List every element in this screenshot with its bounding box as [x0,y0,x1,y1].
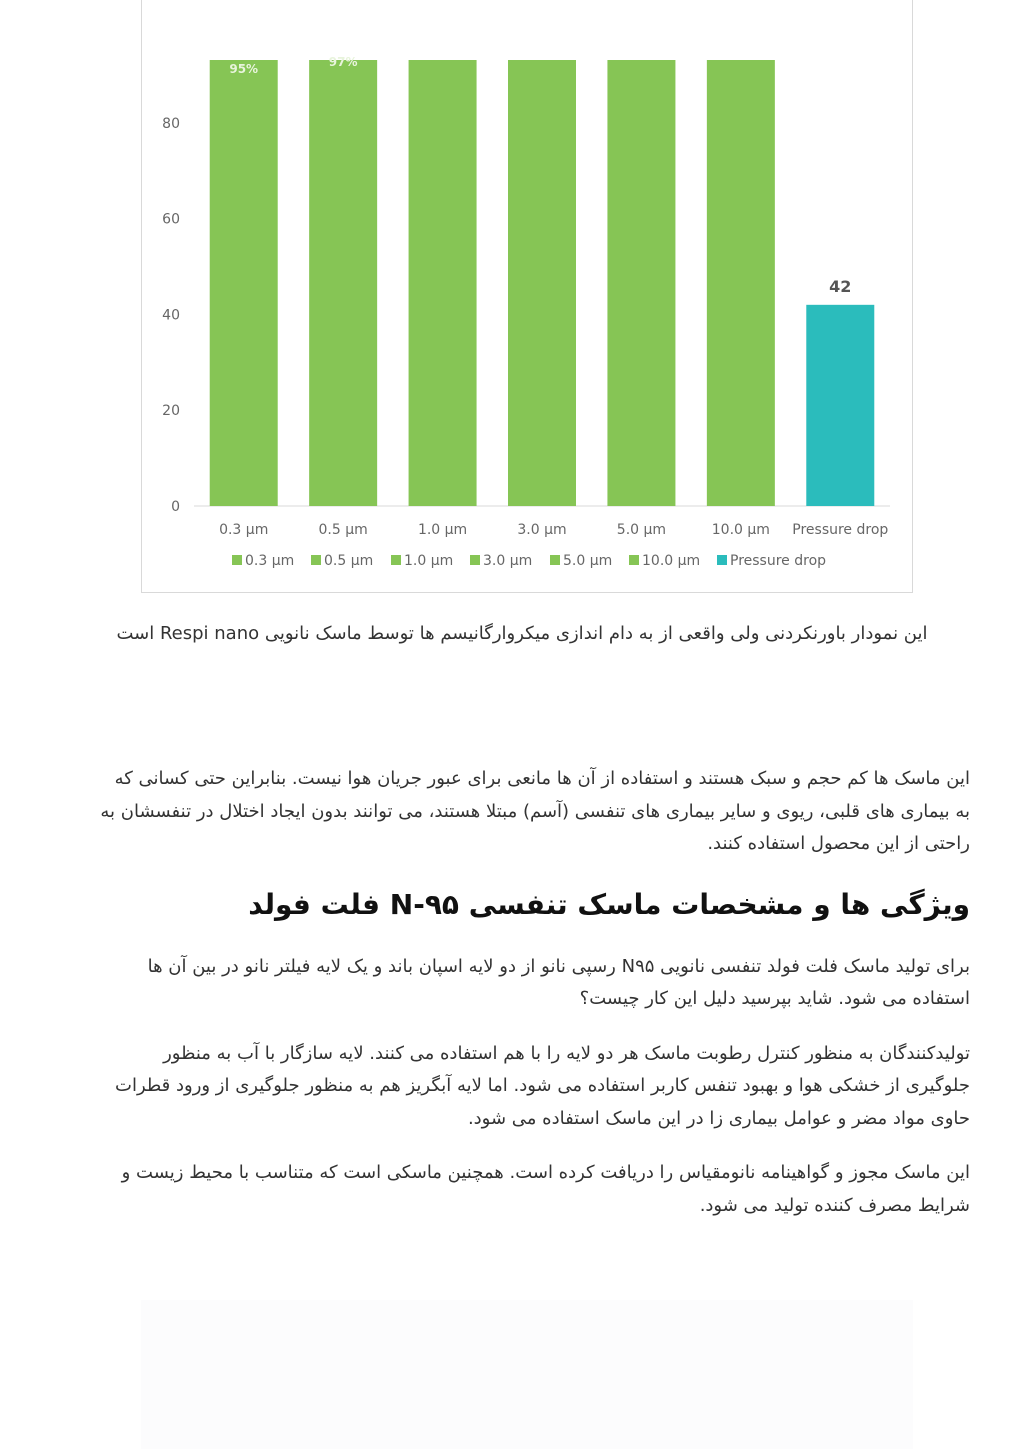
bar [508,60,576,506]
article-body [96,763,970,1244]
legend-label: 1.0 µm [404,553,454,569]
intro-paragraph: این ماسک ها کم حجم و سبک هستند و استفاده از آن ها مانعی برای عبور جریان هوا نیست. بنابراین حتی کسانی که به بیماری های قلبی، ریوی و سایر بیماری های تنفسی (آسم) مبتلا هستند، می توانند بدون ایجاد اختلال در تنفسشان به راحتی از این محصول استفاده کنند. [100,768,970,854]
bar-data-label: 42 [829,276,852,296]
legend-label: 10.0 µm [642,553,701,569]
bar [409,60,477,506]
section-heading: ویژگی ها و مشخصات ماسک تنفسی N-۹۵ فلت فولد [248,887,970,921]
bar [309,60,377,506]
legend-label: 3.0 µm [483,553,533,569]
bar [806,305,874,506]
legend-swatch [311,555,321,565]
legend-label: 5.0 µm [563,553,613,569]
chart-container [141,0,913,593]
y-tick-label: 20 [162,403,180,420]
x-category-label: 0.5 µm [318,522,368,538]
x-category-label: Pressure drop [792,522,889,538]
y-tick-label: 0 [171,499,180,515]
footer-area [141,1300,913,1449]
legend-swatch [391,555,401,565]
legend-swatch [629,555,639,565]
y-tick-label: 60 [162,211,180,228]
x-category-label: 10.0 µm [711,522,770,538]
y-tick-label: 40 [162,307,180,324]
paragraph-layers: برای تولید ماسک فلت فولد تنفسی نانویی N۹۵ رسپی نانو از دو لایه اسپان باند و یک لایه فیلتر نانو در بین آن ها استفاده می شود. شاید بپرسید دلیل این کار چیست؟ [147,955,970,1009]
x-category-label: 1.0 µm [417,522,468,538]
bar [707,60,775,506]
legend-label: 0.5 µm [324,553,374,569]
x-category-label: 0.3 µm [219,522,269,538]
paragraph-humidity: تولیدکنندگان به منظور کنترل رطوبت ماسک هر دو لایه را با هم استفاده می کنند. لایه سازگار با آب به منظور جلوگیری از خشکی هوا و بهبود تنفس کاربر استفاده می شود. اما لایه آبگریز هم به منظور جلوگیری از ورود قطرات حاوی مواد مضر و عوامل بیماری زا در این ماسک استفاده می شود. [115,1042,970,1129]
x-category-label: 3.0 µm [517,522,567,538]
bar-data-label: 95% [229,62,259,76]
legend-swatch [717,555,727,565]
legend-swatch [470,555,480,565]
x-category-label: 5.0 µm [616,522,667,538]
chart-caption: این نمودار باورنکردنی ولی واقعی از به دام اندازی میکروارگانیسم ها توسط ماسک نانویی Respi nano است [116,623,928,644]
legend-swatch [550,555,560,565]
bar-data-label: 97% [328,55,358,69]
legend-label: Pressure drop [730,553,827,569]
y-tick-label: 80 [162,115,180,132]
bar [607,60,675,506]
bar [210,60,278,506]
paragraph-certificate: این ماسک مجوز و گواهینامه نانومقیاس را دریافت کرده است. همچنین ماسکی است که متناسب با محیط زیست و شرایط مصرف کننده تولید می شود. [121,1162,970,1216]
legend-label: 0.3 µm [245,553,295,569]
bar-chart [142,0,914,593]
legend-swatch [232,555,242,565]
